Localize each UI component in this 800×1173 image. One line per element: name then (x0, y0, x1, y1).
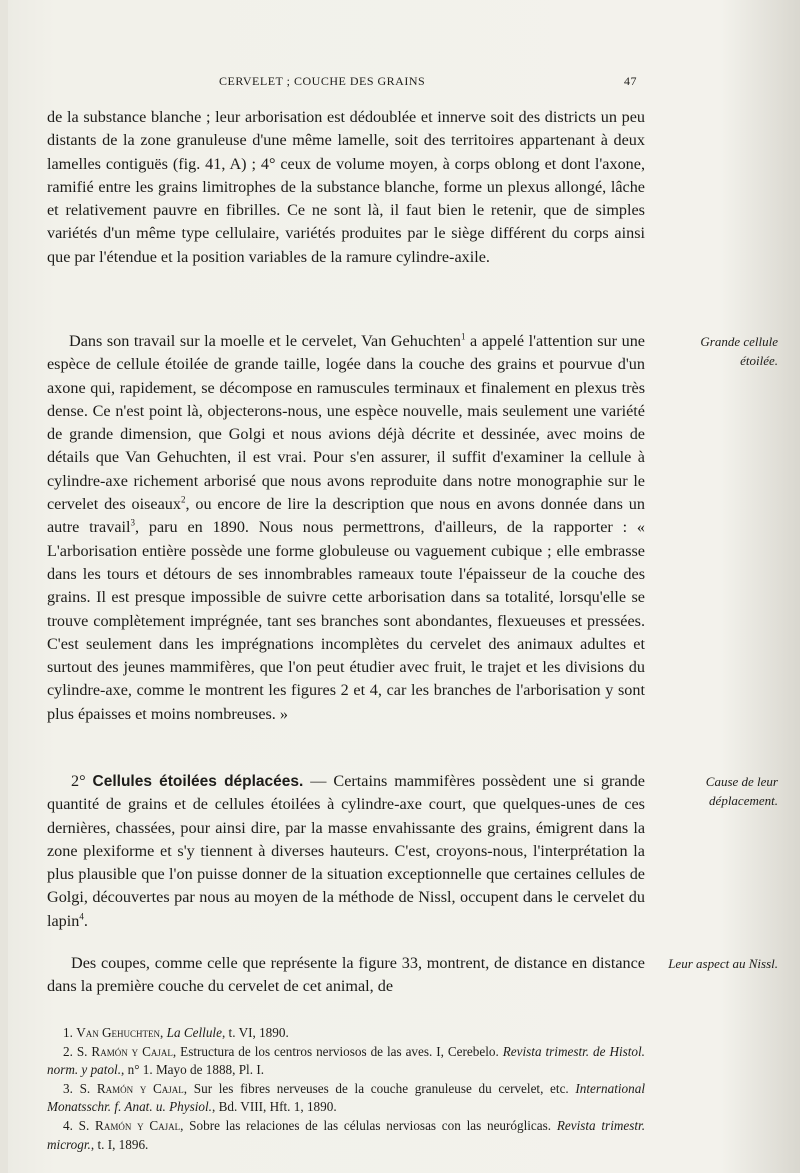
footnote-ref[interactable]: 3 (130, 517, 136, 528)
paragraph-sections (47, 952, 645, 999)
footnote-number: 4. (63, 1117, 73, 1133)
margin-note: Cause de leur déplacement. (705, 774, 778, 808)
footnote: 1. Van Gehuchten, La Cellule, t. VI, 1890. (63, 1025, 289, 1040)
paragraph-text: , paru en 1890. Nous nous permettrons, d'ailleurs, de la rapporter : « L'arborisation entière possède une forme globuleuse ou vaguement cubique ; elle embrasse dans les tours et détours de ses innombrables rameaux toute l'épaisseur de la couche des grains. Il est presque impossible de suivre cette arborisation dans sa totalité, lorsqu'elle se trouve complètement imprégnée, tant ses branches sont abondantes, flexueuses et pressées. C'est seulement dans les imprégnations incomplètes du cervelet des animaux adultes et surtout des jeunes mammifères, que l'on peut étudier avec fruit, le trajet et les divisions du cylindre-axe, comme le montrent les figures 2 et 4, car les branches de l'arborisation y sont plus épaisses et moins nombreuses. » (47, 518, 645, 723)
footnote-title: , Sur les fibres nerveuses de la couche granuleuse du cervelet, etc. (183, 1080, 576, 1096)
running-title: CERVELET ; COUCHE DES GRAINS (219, 74, 426, 88)
section-displaced-cells (47, 770, 645, 933)
section-title: Cellules étoilées déplacées. (92, 773, 304, 790)
footnote-author: S. Ramón y Cajal (76, 1043, 173, 1059)
footnote (47, 1117, 645, 1154)
footnote-ref[interactable]: 1 (460, 331, 466, 342)
footnote-title: , Estructura de los centros nerviosos de las aves. I, Cerebelo. (172, 1043, 503, 1059)
footnote-title: , Sobre las relaciones de las células nerviosas con las neuróglicas. (180, 1117, 557, 1133)
footnote-journal: International Monatsschr. f. Anat. u. Physiol. (47, 1080, 646, 1115)
footnote-author: S. Ramón y Cajal (78, 1117, 181, 1133)
paragraph-text: , ou encore de lire la description que nous en avons donnée dans un autre travail (47, 495, 645, 537)
punctuation: . (83, 911, 88, 930)
margin-note: Leur aspect au Nissl. (668, 956, 778, 971)
margin-note: Grande cellule étoilée. (700, 334, 778, 368)
footnote-detail: , t. VI, 1890. (221, 1025, 289, 1040)
paragraph-continued (47, 106, 645, 269)
footnote-journal: Revista trimestr. de Histol. norm. y patol. (47, 1043, 645, 1078)
section-number: 2° (71, 772, 86, 790)
running-header (0, 74, 800, 90)
page-number: 47 (624, 74, 637, 88)
paragraph-text: de la substance blanche ; leur arborisation est dédoublée et innerve soit des districts un peu distants de la zone granuleuse d'une même lamelle, soit des territoires appartenant à deux lamelles contiguës (fig. 41, A) ; 4° ceux de volume moyen, à corps oblong et dont l'axone, ramifié entre les grains limitrophes de la substance blanche, forme un plexus allongé, lâche et relativement pauvre en fibrilles. Ce ne sont là, il faut bien le retenir, que de simples variétés d'un même type cellulaire, variétés produites par le siège différent du corps ainsi que par l'étendue et la position variables de la ramure cylindre-axile. (47, 108, 645, 266)
footnote-number: 2. (63, 1043, 73, 1059)
footnote-journal: La Cellule (166, 1025, 222, 1040)
paragraph-text: Des coupes, comme celle que représente la figure 33, montrent, de distance en distance dans la première couche du cervelet de cet animal, de (47, 954, 645, 996)
footnote-detail: , Bd. VIII, Hft. 1, 1890. (211, 1099, 337, 1115)
footnote-number: 1. (63, 1025, 73, 1040)
paragraph-van-gehuchten (47, 330, 645, 726)
footnote-author: Van Gehuchten (76, 1025, 161, 1040)
footnote (47, 1080, 645, 1117)
footnote-ref[interactable]: 4 (79, 911, 84, 922)
footnote-journal: Revista trimestr. microgr. (47, 1117, 645, 1152)
footnote-detail: , n° 1. Mayo de 1888, Pl. I. (121, 1062, 265, 1078)
paragraph-text: Dans son travail sur la moelle et le cervelet, Van Gehuchten (69, 332, 461, 350)
footnote (47, 1043, 645, 1080)
footnote-number: 3. (63, 1080, 73, 1096)
paragraph-text: — Certains mammifères possèdent une si grande quantité de grains et de cellules étoilées à cylindre-axe court, que quelques-unes de ces dernières, chassées, pour ainsi dire, par la masse envahissante des grains, émigrent dans la zone plexiforme et s'y tiennent à diverses hauteurs. C'est, croyons-nous, l'interprétation la plus plausible que l'on puisse donner de la situation exceptionnelle que certaines cellules de Golgi, découvertes par nous au moyen de la méthode de Nissl, occupent dans le cervelet du lapin (47, 772, 645, 930)
footnote-ref[interactable]: 2 (180, 494, 186, 505)
footnote-detail: , t. I, 1896. (90, 1136, 149, 1152)
footnote-author: S. Ramón y Cajal (79, 1080, 184, 1096)
footnotes (47, 1024, 645, 1154)
paragraph-text: a appelé l'attention sur une espèce de cellule étoilée de grande taille, logée dans la couche des grains et pourvue d'un axone qui, rapidement, se décompose en ramuscules terminaux et finalement en plexus très dense. Ce n'est point là, objecterons-nous, une espèce nouvelle, mais seulement une variété de grande dimension, que Golgi et nous avions déjà décrite et dessinée, avec moins de détails que Van Gehuchten, il est vrai. Pour s'en assurer, il suffit d'examiner la cellule à cylindre-axe richement arborisé que nous avons reproduite dans notre monographie sur le cervelet des oiseaux (47, 332, 645, 514)
